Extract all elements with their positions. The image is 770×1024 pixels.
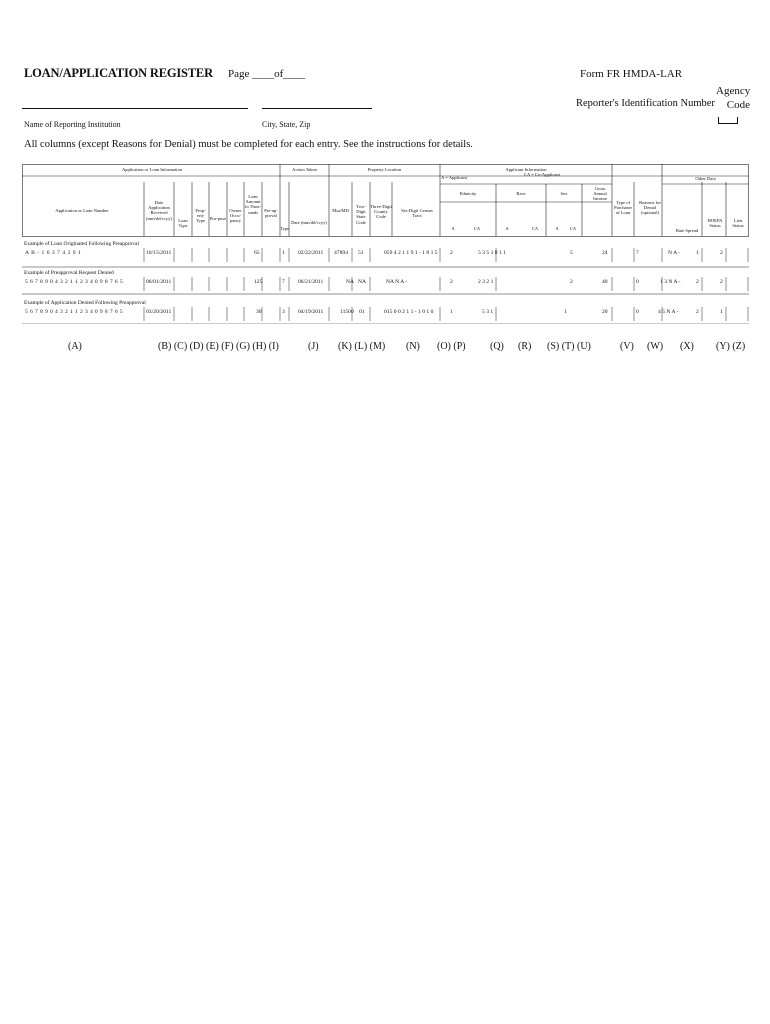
col-rate-spread: Rate Spread xyxy=(675,228,699,233)
income: 20 xyxy=(602,309,608,315)
hoepa: 1 xyxy=(696,250,699,256)
reporter-id-label: Reporter's Identification Number xyxy=(576,98,715,109)
county-tract: NA N A - xyxy=(386,279,408,285)
applicant-sub-a: A = Applicant xyxy=(441,175,467,180)
col-race: Race xyxy=(516,191,526,196)
race-values: 2 3 2 1 xyxy=(478,279,494,285)
lien: 2 xyxy=(720,279,723,285)
loan-amount: 125 xyxy=(254,279,263,285)
example-label: Example of Preapproval Request Denied xyxy=(24,270,114,276)
income: 40 xyxy=(602,279,608,285)
sex-ca: 2 xyxy=(570,279,573,285)
msa: NA xyxy=(346,279,355,285)
race-values: 5 3 5 1 8 1 1 xyxy=(478,250,506,256)
example-label: Example of Application Denied Following Preapproval xyxy=(24,300,146,306)
loan-number: 5 6 7 8 9 0 4 3 2 1 1 2 3 4 0 9 8 7 6 5 xyxy=(25,309,124,315)
applicant-sub-ca: CA = Co-Applicant xyxy=(523,172,561,177)
institution-name-field[interactable] xyxy=(22,108,248,109)
page-of-field[interactable]: Page ____of____ xyxy=(228,68,306,80)
letter-x: (X) xyxy=(680,341,694,352)
col-lien: Lien Status xyxy=(732,218,744,229)
rate-spread: 4 5 N A - xyxy=(658,309,679,315)
letter-o-p: (O) (P) xyxy=(437,341,466,352)
instruction-text: All columns (except Reasons for Denial) must be completed for each entry. See the instructions for details. xyxy=(24,139,473,150)
col-sex-a: A xyxy=(555,226,559,231)
ethnicity-a: 2 xyxy=(450,279,453,285)
city-state-zip-label: City, State, Zip xyxy=(262,120,311,129)
agency-code-label: Agency Code xyxy=(716,85,751,111)
col-state: Two-Digit State Code xyxy=(356,204,366,225)
col-race-a: A xyxy=(505,226,509,231)
lien: 1 xyxy=(720,309,723,315)
purchaser: 0 xyxy=(636,309,639,315)
ethnicity-a: 2 xyxy=(450,250,453,256)
date-received: 03/20/2011 xyxy=(146,309,172,315)
loan-number: A B - 1 6 3 7 4 3 9 1 xyxy=(25,250,82,256)
action-date: 04/19/2011 xyxy=(298,309,324,315)
letter-s-u: (S) (T) (U) xyxy=(547,341,591,352)
action-date: 06/21/2011 xyxy=(298,279,324,285)
col-preapproval: Pre-ap-proval xyxy=(264,208,278,219)
col-hoepa: HOEPA Status xyxy=(707,218,723,229)
letter-v: (V) xyxy=(620,341,634,352)
letter-q: (Q) xyxy=(490,341,504,352)
rate-spread: 1 3 N A - xyxy=(660,279,681,285)
sex-ca: 5 xyxy=(570,250,573,256)
letter-r: (R) xyxy=(518,341,532,352)
institution-name-label: Name of Reporting Institution xyxy=(24,120,121,129)
col-sex: Sex xyxy=(560,191,568,196)
agency-code-box[interactable] xyxy=(718,117,738,124)
group-action-taken: Action Taken xyxy=(292,167,317,172)
county-tract: 015 0 0 2 1 1 - 1 0 1 0 xyxy=(384,309,434,315)
col-occupancy: Owner Occu-pancy xyxy=(229,208,242,224)
col-loan-type: Loan Type xyxy=(178,218,188,229)
group-app-info: Application or Loan Information xyxy=(121,167,183,172)
col-ethnicity: Ethnicity xyxy=(459,191,477,196)
rate-spread: N A - xyxy=(668,250,681,256)
group-property-location: Property Location xyxy=(367,167,402,172)
col-purchaser: Type of Purchaser of Loan xyxy=(613,200,633,216)
msa: 11500 xyxy=(340,309,354,315)
form-title: LOAN/APPLICATION REGISTER xyxy=(24,66,213,80)
purchaser: 7 xyxy=(636,250,639,256)
income: 24 xyxy=(602,250,608,256)
state-code: 01 xyxy=(359,309,365,315)
col-county: Three-Digit County Code xyxy=(370,204,392,220)
state-code: 51 xyxy=(358,250,364,256)
form-name: Form FR HMDA-LAR xyxy=(580,68,683,80)
race-values: 5 3 1 xyxy=(482,309,494,315)
hoepa: 2 xyxy=(696,279,699,285)
action-type: 1 xyxy=(282,250,285,256)
loan-amount: 30 xyxy=(256,309,262,315)
letter-k-m: (K) (L) (M) xyxy=(338,341,386,352)
col-msa: Msa/MD xyxy=(332,208,349,213)
action-type: 3 xyxy=(282,309,285,315)
county-tract: 059 4 2 1 1 9 1 - 1 8 1 5 xyxy=(384,250,438,256)
sex-ca: 1 xyxy=(564,309,567,315)
example-label: Example of Loan Originated Following Preapproval xyxy=(24,241,140,247)
col-date-received: Date Application Received (mm/dd/ccyy) xyxy=(145,200,173,221)
lien: 2 xyxy=(720,250,723,256)
letter-a: (A) xyxy=(68,341,82,352)
col-eth-ca: CA xyxy=(473,226,481,231)
action-type: 7 xyxy=(282,279,285,285)
letter-n: (N) xyxy=(406,341,420,352)
city-state-zip-field[interactable] xyxy=(262,108,372,109)
purchaser: 0 xyxy=(636,279,639,285)
register-table xyxy=(22,164,749,324)
col-property-type: Prop-erty Type xyxy=(195,208,206,224)
col-action-date: Date (mm/dd/ccyy) xyxy=(291,220,327,225)
col-sex-ca: CA xyxy=(569,226,577,231)
ethnicity-a: 1 xyxy=(450,309,453,315)
action-date: 02/22/2011 xyxy=(298,250,324,256)
hoepa: 2 xyxy=(696,309,699,315)
date-received: 06/01/2011 xyxy=(146,279,172,285)
col-action-type: Type xyxy=(280,226,290,231)
letter-b-i: (B) (C) (D) (E) (F) (G) (H) (I) xyxy=(158,341,279,352)
col-app-number: Application or Loan Number xyxy=(55,208,109,213)
col-loan-amount: Loan Amount in Thou-sands xyxy=(245,194,261,215)
msa: 47894 xyxy=(334,250,348,256)
letter-y-z: (Y) (Z) xyxy=(716,341,746,352)
col-denial: Reasons for Denial (optional) xyxy=(639,200,661,216)
group-other-data: Other Data xyxy=(695,176,716,181)
col-race-ca: CA xyxy=(531,226,539,231)
letter-j: (J) xyxy=(308,341,319,352)
col-purpose: Pur-pose xyxy=(209,216,227,221)
state-code: NA xyxy=(358,279,367,285)
date-received: 10/15/2011 xyxy=(146,250,172,256)
loan-amount: 65 xyxy=(254,250,260,256)
col-eth-a: A xyxy=(451,226,455,231)
loan-number: 5 6 7 8 9 0 4 3 2 1 1 2 3 4 0 9 8 7 6 5 xyxy=(25,279,124,285)
letter-w: (W) xyxy=(647,341,664,352)
col-income: Gross Annual Income xyxy=(593,186,607,202)
col-census-tract: Six-Digit Census Tract xyxy=(401,208,433,219)
group-applicant-info: Applicant Information xyxy=(505,167,547,172)
